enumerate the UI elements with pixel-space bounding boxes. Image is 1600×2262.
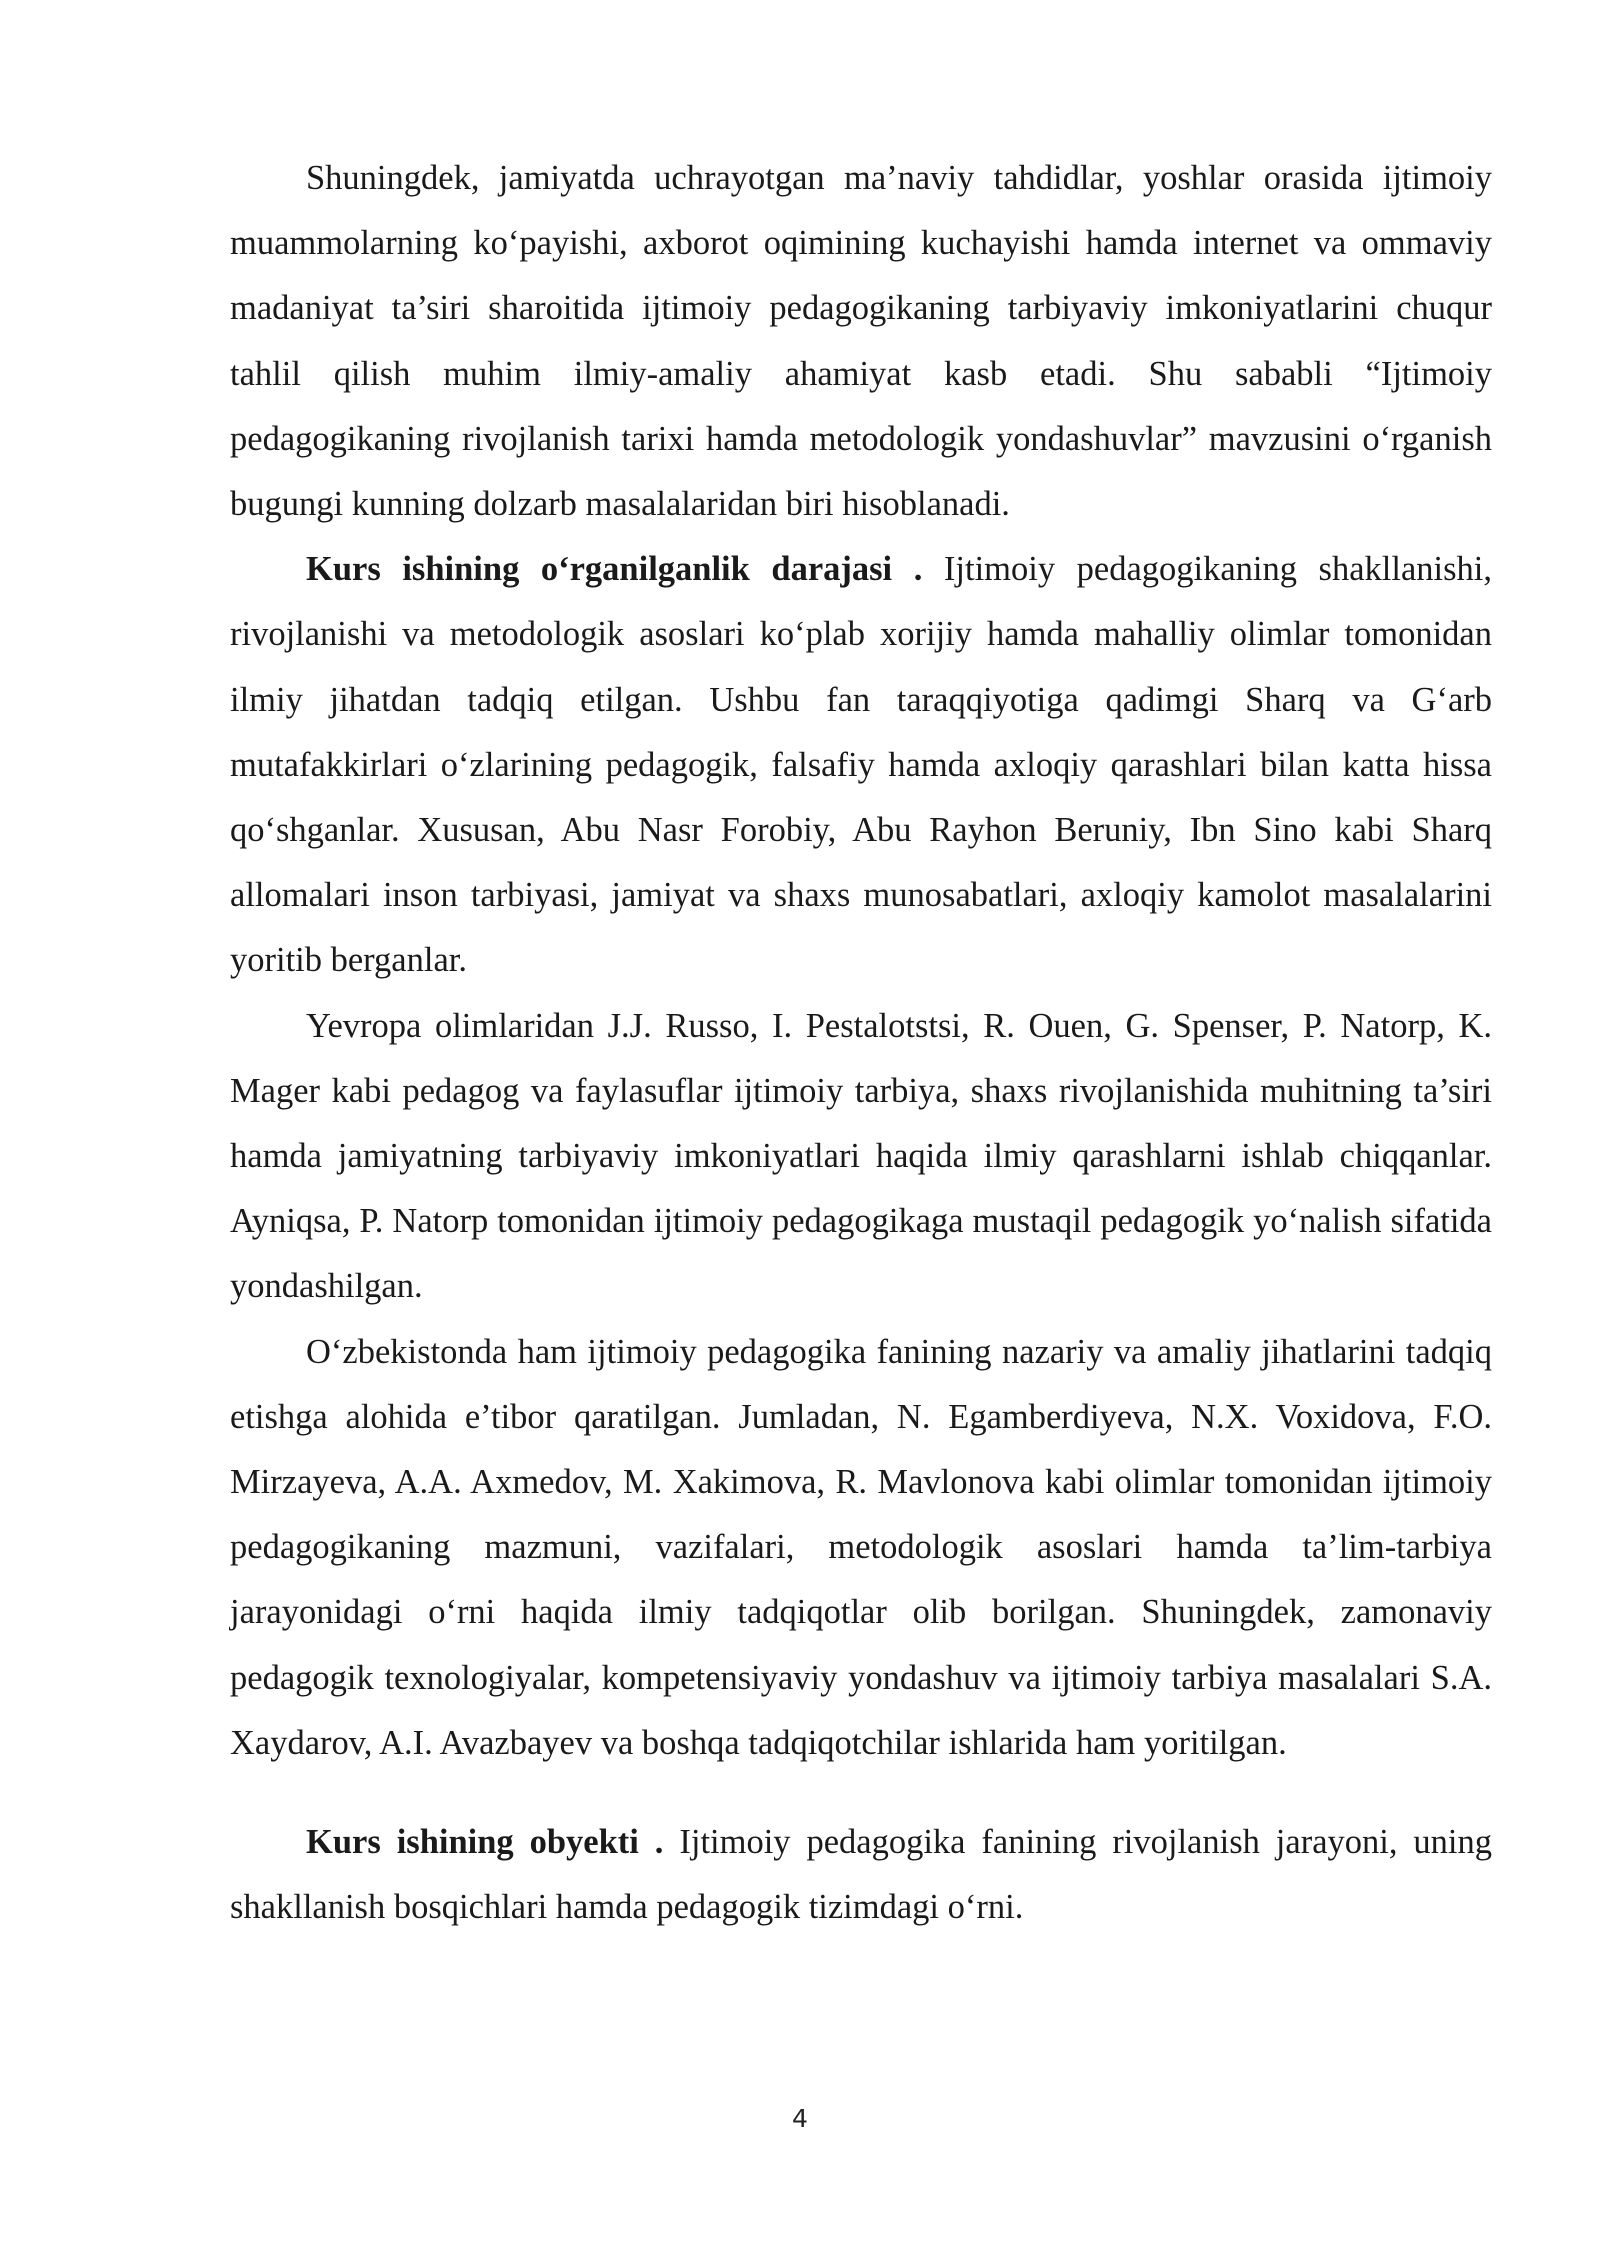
paragraph-uzbek-scholars [230,1320,1492,1776]
section-heading-research-degree: Kurs ishining o‘rganilganlik darajasi . [306,550,923,589]
paragraph-text: Yevropa olimlaridan J.J. Russo, I. Pestalotstsi, R. Ouen, G. Spenser, P. Natorp, K. Mager kabi pedagog va faylasuflar ijtimoiy tarbiya, shaxs rivojlanishida muhitning ta’siri hamda jamiyatning tarbiyaviy imkoniyatlari haqida ilmiy qarashlarni ishlab chiqqanlar. Ayniqsa, P. Natorp tomonidan ijtimoiy pedagogikaga mustaqil pedagogik yo‘nalish sifatida yondashilgan. [230,1006,1492,1306]
paragraph-introduction [230,146,1492,537]
paragraph-research-degree [230,537,1492,993]
paragraph-text: O‘zbekistonda ham ijtimoiy pedagogika fanining nazariy va amaliy jihatlarini tadqiq etishga alohida e’tibor qaratilgan. Jumladan, N. Egamberdiyeva, N.X. Voxidova, F.O. Mirzayeva, A.A. Axmedov, M. Xakimova, R. Mavlonova kabi olimlar tomonidan ijtimoiy pedagogikaning mazmuni, vazifalari, metodologik asoslari hamda ta’lim-tarbiya jarayonidagi o‘rni haqida ilmiy tadqiqotlar olib borilgan. Shuningdek, zamonaviy pedagogik texnologiyalar, kompetensiyaviy yondashuv va ijtimoiy tarbiya masalalari S.A. Xaydarov, A.I. Avazbayev va boshqa tadqiqotchilar ishlarida ham yoritilgan. [230,1332,1492,1762]
section-heading-research-object: Kurs ishining obyekti . [306,1823,664,1862]
paragraph-text: Ijtimoiy pedagogika fanining rivojlanish jarayoni, uning shakllanish bosqichlari hamda pedagogik tizimdagi o‘rni. [230,1823,1492,1927]
page-number: 4 [792,2104,808,2133]
paragraph-research-object [230,1810,1492,1940]
paragraph-european-scholars [230,994,1492,1320]
paragraph-text: Shuningdek, jamiyatda uchrayotgan ma’naviy tahdidlar, yoshlar orasida ijtimoiy muammolarning ko‘payishi, axborot oqimining kuchayishi hamda internet va ommaviy madaniyat ta’siri sharoitida ijtimoiy pedagogikaning tarbiyaviy imkoniyatlarini chuqur tahlil qilish muhim ilmiy-amaliy ahamiyat kasb etadi. Shu sababli “Ijtimoiy pedagogikaning rivojlanish tarixi hamda metodologik yondashuvlar” mavzusini o‘rganish bugungi kunning dolzarb masalalaridan biri hisoblanadi. [230,159,1492,524]
paragraph-text: Ijtimoiy pedagogikaning shakllanishi, rivojlanishi va metodologik asoslari ko‘plab xorijiy hamda mahalliy olimlar tomonidan ilmiy jihatdan tadqiq etilgan. Ushbu fan taraqqiyotiga qadimgi Sharq va G‘arb mutafakkirlari o‘zlarining pedagogik, falsafiy hamda axloqiy qarashlari bilan katta hissa qo‘shganlar. Xususan, Abu Nasr Forobiy, Abu Rayhon Beruniy, Ibn Sino kabi Sharq allomalari inson tarbiyasi, jamiyat va shaxs munosabatlari, axloqiy kamolot masalalarini yoritib berganlar. [230,550,1492,980]
document-body [230,146,1492,1940]
